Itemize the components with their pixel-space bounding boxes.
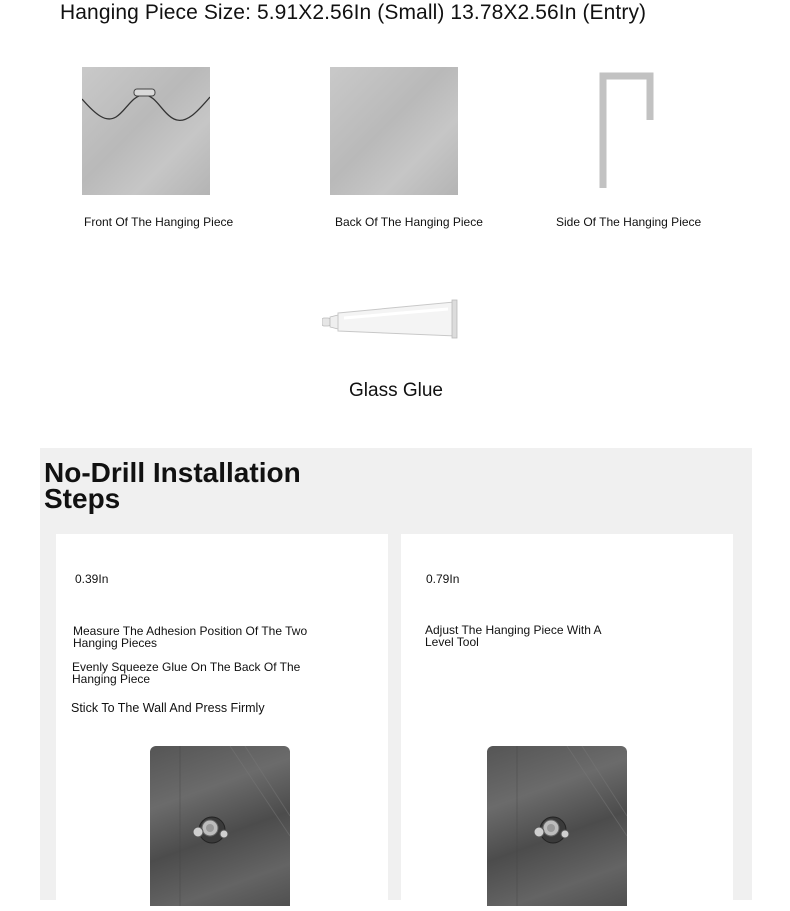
installation-steps-section xyxy=(40,448,752,900)
step-1-instruction-2: Evenly Squeeze Glue On The Back Of The Hanging Piece xyxy=(72,660,301,686)
side-hanging-piece-image xyxy=(596,70,658,192)
steps-title: No-Drill Installation Steps xyxy=(44,457,301,514)
side-profile-illustration xyxy=(596,70,658,192)
measure-label-2: 0.79In xyxy=(426,572,460,586)
step-card-1 xyxy=(56,534,388,904)
page-title: Hanging Piece Size: 5.91X2.56In (Small) 13.78X2.56In (Entry) xyxy=(60,1,647,24)
step-1-metal-plate-image xyxy=(150,746,290,906)
front-hanging-piece-image xyxy=(82,67,210,195)
glue-tube-icon xyxy=(322,296,462,344)
back-piece-caption: Back Of The Hanging Piece xyxy=(335,215,483,229)
step-2-instruction-1: Adjust The Hanging Piece With A Level Tool xyxy=(425,623,601,649)
step-card-2 xyxy=(401,534,733,904)
step-2-screw-illustration xyxy=(487,746,627,906)
measure-label-1: 0.39In xyxy=(75,572,109,586)
front-piece-caption: Front Of The Hanging Piece xyxy=(84,215,234,229)
step-2-metal-plate-image xyxy=(487,746,627,906)
step-1-instruction-3: Stick To The Wall And Press Firmly xyxy=(71,701,265,715)
step-1-screw-illustration xyxy=(150,746,290,906)
glue-caption: Glass Glue xyxy=(349,380,443,401)
glue-tube-image xyxy=(322,296,462,344)
back-hanging-piece-image xyxy=(330,67,458,195)
step-1-instruction-1: Measure The Adhesion Position Of The Two Hanging Pieces xyxy=(73,624,308,650)
front-wire-illustration xyxy=(82,67,210,195)
side-piece-caption: Side Of The Hanging Piece xyxy=(556,215,702,229)
